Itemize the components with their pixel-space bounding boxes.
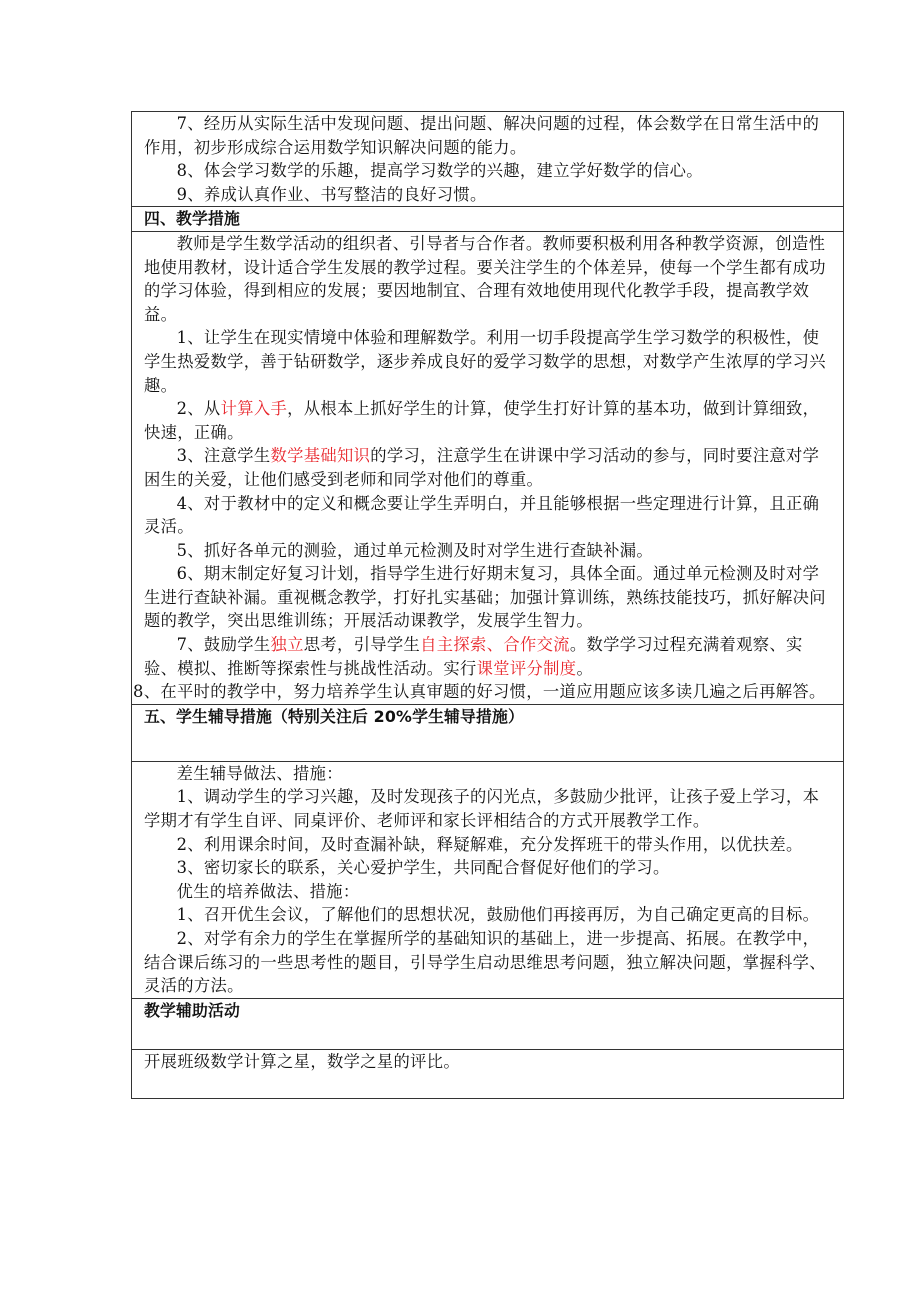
weak-students-title: 差生辅导做法、措施： bbox=[176, 763, 343, 783]
measure-6: 6、期末制定好复习计划，指导学生进行好期末复习，具体全面。通过单元检测及时对学生进行查缺补漏。重视概念教学，打好扎实基础；加强计算训练，熟练技能技巧，抓好解决问题的教学，突出思维训练；开展活动课教学，发展学生智力。 bbox=[144, 564, 826, 631]
activity-body-cell bbox=[132, 1049, 844, 1098]
highlight-text: 数学基础知识 bbox=[270, 446, 371, 466]
section4-header-row bbox=[132, 207, 844, 232]
measure-7: 7、鼓励学生独立思考，引导学生自主探索、合作交流。数学学习过程充满着观察、实验、模拟、推断等探索性与挑战性活动。实行课堂评分制度。 bbox=[144, 635, 803, 678]
goal-item-9: 9、养成认真作业、书写整洁的良好习惯。 bbox=[176, 184, 487, 204]
strong-measure-1: 1、召开优生会议，了解他们的思想状况，鼓励他们再接再厉，为自己确定更高的目标。 bbox=[176, 905, 820, 925]
highlight-text: 计算入手 bbox=[220, 399, 288, 419]
strong-measure-2: 2、对学有余力的学生在掌握所学的基础知识的基础上，进一步提高、拓展。在教学中，结合课后练习的一些思考性的题目，引导学生启动思维思考问题，独立解决问题，掌握科学、灵活的方法。 bbox=[144, 929, 826, 996]
plan-table bbox=[131, 111, 844, 1099]
highlight-text: 课堂评分制度 bbox=[476, 658, 577, 678]
measures-intro: 教师是学生数学活动的组织者、引导者与合作者。教师要积极利用各种教学资源，创造性地使用教材，设计适合学生发展的教学过程。要关注学生的个体差异，使每一个学生都有成功的学习体验，得到相应的发展；要因地制宜、合理有效地使用现代化教学手段，提高教学效益。 bbox=[144, 233, 826, 324]
section4-title: 四、教学措施 bbox=[144, 209, 240, 229]
section4-body-cell bbox=[132, 231, 844, 704]
section4-header-cell bbox=[132, 207, 844, 232]
weak-measure-1: 1、调动学生的学习兴趣，及时发现孩子的闪光点，多鼓励少批评，让孩子爱上学习，本学期才有学生自评、同桌评价、老师评和家长评相结合的方式开展教学工作。 bbox=[144, 787, 820, 831]
section5-body-cell bbox=[132, 761, 844, 998]
activity-content: 开展班级数学计算之星，数学之星的评比。 bbox=[144, 1051, 460, 1071]
section5-header-row bbox=[132, 704, 844, 761]
measure-5: 5、抓好各单元的测验，通过单元检测及时对学生进行查缺补漏。 bbox=[176, 540, 653, 560]
measure-1: 1、让学生在现实情境中体验和理解数学。利用一切手段提高学生学习数学的积极性，使学生热爱数学，善于钻研数学，逐步养成良好的爱学习数学的思想，对数学产生浓厚的学习兴趣。 bbox=[144, 328, 826, 395]
activity-title: 教学辅助活动 bbox=[144, 1000, 240, 1020]
weak-measure-3: 3、密切家长的联系，关心爱护学生，共同配合督促好他们的学习。 bbox=[176, 858, 670, 878]
goal-item-8: 8、体会学习数学的乐趣，提高学习数学的兴趣，建立学好数学的信心。 bbox=[176, 161, 703, 181]
goal-item-7: 7、经历从实际生活中发现问题、提出问题、解决问题的过程，体会数学在日常生活中的作用，初步形成综合运用数学知识解决问题的能力。 bbox=[144, 114, 820, 157]
measure-2: 2、从计算入手，从根本上抓好学生的计算，使学生打好计算的基本功，做到计算细致，快速，正确。 bbox=[144, 399, 820, 442]
activity-header-cell bbox=[132, 998, 844, 1049]
weak-measure-2: 2、利用课余时间，及时查漏补缺，释疑解难，充分发挥班干的带头作用，以优扶差。 bbox=[176, 834, 803, 854]
measure-3: 3、注意学生数学基础知识的学习，注意学生在讲课中学习活动的参与，同时要注意对学困生的关爱，让他们感受到老师和同学对他们的尊重。 bbox=[144, 446, 820, 489]
measure-8: 8、在平时的教学中，努力培养学生认真审题的好习惯，一道应用题应该多读几遍之后再解答。 bbox=[133, 682, 826, 702]
section4-body-row bbox=[132, 231, 844, 704]
section5-header-cell bbox=[132, 704, 844, 761]
activity-body-row bbox=[132, 1049, 844, 1098]
goals-row bbox=[132, 112, 844, 207]
section5-title: 五、学生辅导措施（特别关注后 20%学生辅导措施） bbox=[144, 706, 525, 726]
goals-cell bbox=[132, 112, 844, 207]
activity-header-row bbox=[132, 998, 844, 1049]
strong-students-title: 优生的培养做法、措施： bbox=[176, 881, 360, 901]
highlight-text: 独立 bbox=[270, 635, 304, 655]
measure-4: 4、对于教材中的定义和概念要让学生弄明白，并且能够根据一些定理进行计算，且正确灵活。 bbox=[144, 493, 820, 537]
highlight-text: 自主探索、合作交流 bbox=[420, 635, 570, 655]
section5-body-row bbox=[132, 761, 844, 998]
